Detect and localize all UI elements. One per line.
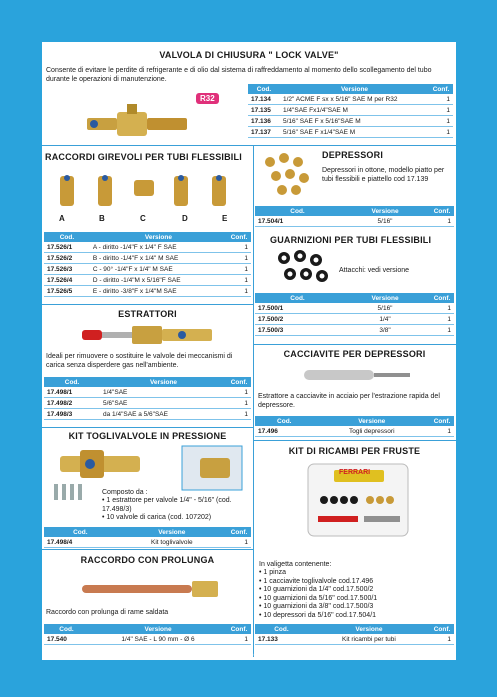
table-cell: 17.526/2	[44, 253, 90, 264]
table-cell: 1	[227, 409, 251, 420]
kit-ricambi-table	[255, 624, 454, 645]
divider	[42, 549, 253, 550]
table	[248, 84, 453, 138]
section-description: Estrattore a cacciavite in acciaio per l'estrazione rapida del depressore.	[258, 393, 440, 409]
kit-ricambi-contents	[259, 560, 453, 620]
composto-label: Composto da :	[102, 489, 148, 496]
col-conf: Conf.	[227, 377, 251, 387]
table-cell: 5/16" SAE F x1/4"SAE M	[280, 127, 429, 138]
col-versione: Versione	[308, 624, 430, 634]
section-description: Ideali per rimuovere o sostituire le valvole dei meccanismi di carica senza disperdere gas nell'ambiente.	[46, 353, 233, 369]
list-item: • 10 guarnizioni da 5/16" cod.17.500/1	[259, 594, 378, 602]
prolunga-table	[44, 624, 251, 645]
table-cell: 17.496	[255, 426, 314, 437]
table-row	[44, 537, 251, 548]
letter-b: B	[99, 214, 105, 223]
table-row	[255, 426, 454, 437]
col-versione: Versione	[314, 416, 430, 426]
table-cell: 17.498/1	[44, 387, 100, 398]
intro-label: In valigetta contenente:	[259, 561, 332, 568]
table-cell: 17.136	[248, 116, 280, 127]
section-title: ESTRATTORI	[118, 309, 177, 319]
divider	[42, 304, 253, 305]
prolunga-image	[82, 577, 222, 601]
text: 10 guarnizioni da 3/8" cod.17.500/3	[263, 603, 374, 610]
section-title: DEPRESSORI	[322, 150, 384, 160]
raccordi-table	[44, 232, 251, 297]
table-cell: 1/4" SAE - L 90 mm - Ø 6	[89, 634, 227, 645]
list-item: • 10 guarnizioni da 1/4" cod.17.500/2	[259, 586, 374, 593]
table-cell: 1	[429, 127, 453, 138]
text: 1 cacciavite toglivalvole cod.17.496	[263, 577, 374, 585]
col-conf: Conf.	[430, 624, 454, 634]
table	[255, 624, 454, 645]
table-cell: 17.526/1	[44, 242, 90, 253]
list-item: • 1 pinza	[259, 569, 286, 576]
cacciavite-image	[304, 366, 414, 384]
table-cell: 1	[429, 94, 453, 105]
list-item: • 10 valvole di carica (cod. 107202)	[102, 514, 212, 521]
table	[44, 624, 251, 645]
table-cell: 1	[227, 275, 251, 286]
list-item: • 10 depressori da 5/16" cod.17.504/1	[259, 611, 377, 619]
catalog-page	[42, 42, 456, 660]
table-cell: 5/16" SAE F x 5/16"SAE M	[280, 116, 429, 127]
table	[44, 377, 251, 420]
table-cell: 1	[227, 387, 251, 398]
table-cell: 1/4"	[340, 314, 430, 325]
depressori-section	[322, 150, 452, 184]
table-row	[44, 242, 251, 253]
list-item: • 1 estrattore per valvole 1/4" - 5/16" (cod. 17.498/3)	[102, 497, 232, 513]
guarnizioni-image	[274, 248, 334, 288]
kit-toglivalvole-section	[42, 431, 253, 441]
prolunga-section	[42, 555, 253, 565]
cacciavite-section	[253, 349, 456, 359]
table-cell: 1	[227, 264, 251, 275]
table-row	[255, 216, 454, 227]
table	[44, 232, 251, 297]
table-cell: 17.135	[248, 105, 280, 116]
col-cod: Cod.	[44, 377, 100, 387]
table-cell: 17.498/3	[44, 409, 100, 420]
col-conf: Conf.	[430, 293, 454, 303]
section-title: VALVOLA DI CHIUSURA " LOCK VALVE"	[159, 50, 339, 60]
table-cell: 17.134	[248, 94, 280, 105]
lock-valve-section	[46, 50, 452, 84]
section-description: Raccordo con prolunga di rame saldata	[46, 609, 169, 616]
table-cell: 17.500/2	[255, 314, 340, 325]
col-versione: Versione	[117, 527, 227, 537]
table-cell: A - diritto -1/4"F x 1/4" F SAE	[90, 242, 227, 253]
letter-d: D	[182, 214, 188, 223]
table-row	[44, 387, 251, 398]
depressori-table	[255, 206, 454, 227]
r32-badge: R32	[196, 93, 219, 104]
col-conf: Conf.	[227, 624, 251, 634]
raccordi-section	[45, 152, 251, 162]
guarnizioni-section	[270, 235, 454, 245]
table-cell: 17.133	[255, 634, 308, 645]
table-row	[44, 264, 251, 275]
text: 10 valvole di carica (cod. 107202)	[106, 514, 212, 521]
table-header	[255, 206, 454, 216]
col-versione: Versione	[90, 232, 227, 242]
text: 10 depressori da 5/16" cod.17.504/1	[263, 611, 377, 619]
table-header	[248, 84, 453, 94]
table-row	[248, 116, 453, 127]
table-header	[44, 527, 251, 537]
table-cell: 1	[227, 634, 251, 645]
col-conf: Conf.	[430, 416, 454, 426]
table-cell: 1	[429, 116, 453, 127]
table-header	[255, 624, 454, 634]
divider	[42, 427, 253, 428]
divider	[253, 344, 456, 345]
section-title: GUARNIZIONI PER TUBI FLESSIBILI	[270, 235, 432, 245]
table-row	[255, 634, 454, 645]
table-cell: 17.500/3	[255, 325, 340, 336]
letter-c: C	[140, 214, 146, 223]
page-number: 15	[243, 649, 254, 659]
table-header	[255, 416, 454, 426]
table-row	[44, 286, 251, 297]
table-cell: Togli depressori	[314, 426, 430, 437]
section-title: KIT TOGLIVALVOLE IN PRESSIONE	[68, 431, 227, 441]
table-row	[44, 409, 251, 420]
table-cell: 17.504/1	[255, 216, 340, 227]
kit-ricambi-section	[253, 446, 456, 456]
table-cell: D - diritto -1/4"M x 5/16"F SAE	[90, 275, 227, 286]
table-row	[255, 303, 454, 314]
col-cod: Cod.	[255, 416, 314, 426]
text: 1 pinza	[263, 569, 286, 576]
table-cell: Kit toglivalvole	[117, 537, 227, 548]
table-cell: 1	[227, 537, 251, 548]
table-cell: B - diritto -1/4"F x 1/4" M SAE	[90, 253, 227, 264]
table-row	[255, 325, 454, 336]
col-cod: Cod.	[255, 624, 308, 634]
section-title: RACCORDI GIREVOLI PER TUBI FLESSIBILI	[45, 152, 242, 162]
col-versione: Versione	[340, 206, 430, 216]
col-conf: Conf.	[430, 206, 454, 216]
letter-e: E	[222, 214, 228, 223]
col-cod: Cod.	[255, 293, 340, 303]
table-cell: 17.500/1	[255, 303, 340, 314]
table	[255, 416, 454, 437]
table-cell: 17.526/4	[44, 275, 90, 286]
table-cell: 17.137	[248, 127, 280, 138]
table-cell: 1	[430, 303, 454, 314]
letter-a: A	[59, 214, 65, 223]
col-conf: Conf.	[227, 527, 251, 537]
col-cod: Cod.	[255, 206, 340, 216]
section-description: Consente di evitare le perdite di refrigerante e di olio dal sistema di raffreddamento al momento dello scollegamento del tubo durante le operazioni di manutenzione.	[46, 67, 432, 83]
table-row	[255, 314, 454, 325]
text: 10 guarnizioni da 1/4" cod.17.500/2	[263, 586, 374, 593]
table-cell: 17.498/4	[44, 537, 117, 548]
table-cell: 1	[227, 253, 251, 264]
cacciavite-table	[255, 416, 454, 437]
table-cell: Kit ricambi per tubi	[308, 634, 430, 645]
col-cod: Cod.	[44, 232, 90, 242]
divider	[42, 145, 456, 146]
table	[255, 206, 454, 227]
table-cell: 5/16"	[340, 216, 430, 227]
col-conf: Conf.	[429, 84, 453, 94]
table-cell: 1	[430, 634, 454, 645]
table	[44, 527, 251, 548]
table-cell: 1	[429, 105, 453, 116]
table-header	[44, 377, 251, 387]
lock-valve-image	[82, 104, 202, 144]
table-cell: 17.498/2	[44, 398, 100, 409]
table-cell: 1	[430, 325, 454, 336]
list-item: • 10 guarnizioni da 3/8" cod.17.500/3	[259, 603, 374, 610]
table-cell: 5/6"SAE	[100, 398, 227, 409]
table-cell: 1/4"SAE	[100, 387, 227, 398]
kit-toglivalvole-contents	[102, 488, 250, 523]
table-cell: 1	[227, 286, 251, 297]
table-cell: 1/2" ACME F sx x 5/16" SAE M per R32	[280, 94, 429, 105]
col-cod: Cod.	[248, 84, 280, 94]
section-description: Depressori in ottone, modello piatto per tubi flessibili e piattello cod 17.139	[322, 167, 445, 183]
estrattori-image	[82, 322, 222, 348]
table-cell: 1	[227, 242, 251, 253]
table-cell: 1	[227, 398, 251, 409]
table-row	[44, 634, 251, 645]
swivel-fittings-image	[54, 166, 249, 216]
column-divider	[253, 145, 254, 657]
table-row	[44, 275, 251, 286]
table-cell: 17.540	[44, 634, 89, 645]
table-row	[44, 253, 251, 264]
estrattori-table	[44, 377, 251, 420]
brand-label: FERRARI	[339, 469, 371, 476]
col-cod: Cod.	[44, 527, 117, 537]
col-conf: Conf.	[227, 232, 251, 242]
table-cell: da 1/4"SAE a 5/6"SAE	[100, 409, 227, 420]
table-row	[44, 398, 251, 409]
section-title: RACCORDO CON PROLUNGA	[80, 555, 215, 565]
section-description: Attacchi: vedi versione	[339, 267, 410, 274]
table-row	[248, 105, 453, 116]
col-cod: Cod.	[44, 624, 89, 634]
col-versione: Versione	[280, 84, 429, 94]
table-cell: 1	[430, 314, 454, 325]
col-versione: Versione	[100, 377, 227, 387]
section-title: CACCIAVITE PER DEPRESSORI	[283, 349, 426, 359]
table-cell: 5/16"	[340, 303, 430, 314]
depressori-image	[260, 150, 318, 200]
table-cell: 1/4"SAE Fx1/4"SAE M	[280, 105, 429, 116]
table-row	[248, 94, 453, 105]
table-header	[44, 624, 251, 634]
table-cell: 17.526/3	[44, 264, 90, 275]
divider	[253, 440, 456, 441]
estrattori-section	[42, 309, 253, 319]
guarnizioni-table	[255, 293, 454, 336]
col-versione: Versione	[89, 624, 227, 634]
table-cell: 17.526/5	[44, 286, 90, 297]
lock-valve-table	[248, 84, 453, 138]
kit-toglivalvole-table	[44, 527, 251, 548]
text: 1 estrattore per valvole 1/4" - 5/16" (cod. 17.498/3)	[102, 497, 232, 513]
list-item: • 1 cacciavite toglivalvole cod.17.496	[259, 577, 374, 585]
table-cell: 1	[430, 216, 454, 227]
table-cell: C - 90° -1/4"F x 1/4" M SAE	[90, 264, 227, 275]
table-header	[255, 293, 454, 303]
table-cell: E - diritto -3/8"F x 1/4"M SAE	[90, 286, 227, 297]
table-header	[44, 232, 251, 242]
table-cell: 1	[430, 426, 454, 437]
table-cell: 3/8"	[340, 325, 430, 336]
text: 10 guarnizioni da 5/16" cod.17.500/1	[263, 594, 378, 602]
section-title: KIT DI RICAMBI PER FRUSTE	[288, 446, 421, 456]
table	[255, 293, 454, 336]
col-versione: Versione	[340, 293, 430, 303]
table-row	[248, 127, 453, 138]
